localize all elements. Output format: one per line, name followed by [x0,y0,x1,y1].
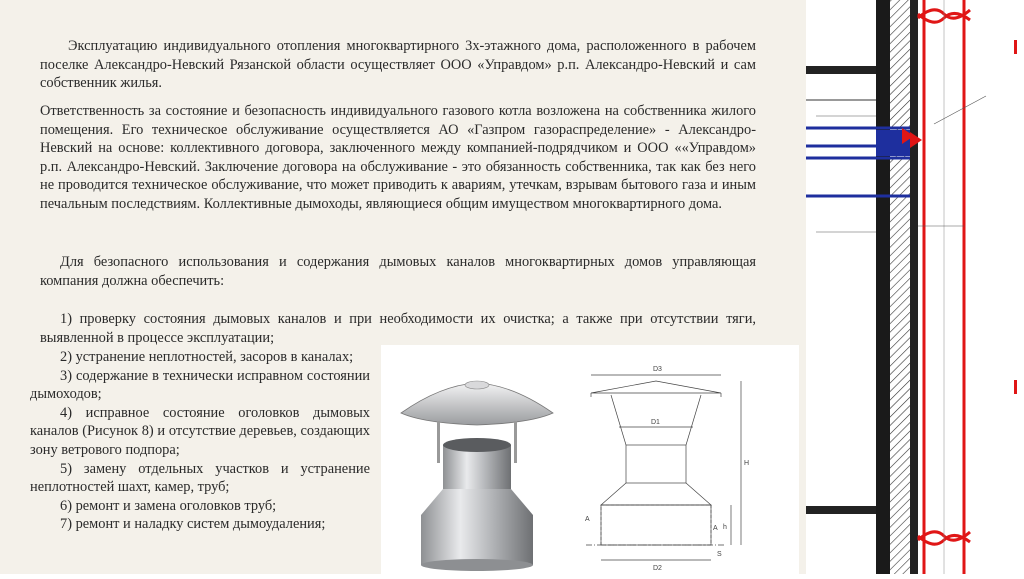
chimney-cap-drawing [581,345,799,574]
paragraph-requirements: Для безопасного использования и содержания дымовых каналов многоквартирных домов управляющая компания должна обеспечить: [40,254,756,289]
label-a-left: A [585,516,590,523]
wall-pipe-drawing [806,0,1024,574]
list-item-6: 6) ремонт и замена оголовков труб; [60,497,277,514]
paragraph-responsibility: Ответственность за состояние и безопасность индивидуального газового котла возложена на собственника жилого помещения. Его техническое обслуживание осуществляется АО «Газпром газораспределение» - Александро-Невский на основе: коллективного договора, заключенного между компанией-подрядчиком и ООО ««Управдом» р.п. Александро-Невский. Заключение договора на обслуживание - это обязанность собственника, так как без него не проводится техническое обслуживание, что может приводить к авариям, утечкам, взрывам бытового газа и иным печальным последствиям. Коллективные дымоходы, являющиеся общим имуществом многоквартирного дома. [40,103,756,212]
requirements-list [30,348,370,534]
pipe-drawing-panel [806,0,1024,574]
figure-chimney-cap [381,345,799,574]
list-item-1: 1) проверку состояния дымовых каналов и при необходимости их очистка; а также при отсутствии тяги, выявленной в процессе эксплуатации; [40,311,756,346]
label-h-small: h [723,524,727,531]
label-h: H [744,460,750,467]
list-item-7: 7) ремонт и наладку систем дымоудаления; [60,516,326,533]
label-s: S [717,551,722,558]
label-d1: D1 [651,419,660,426]
label-a-right: A [713,525,718,532]
paragraph-operation: Эксплуатацию индивидуального отопления многоквартирного 3х-этажного дома, расположенного в рабочем поселке Александро-Невский Рязанской области осуществляет ООО «Управдом» р.п. Александро-Невский и сам собственник жилья. [40,38,756,92]
list-item-2: 2) устранение неплотностей, засоров в каналах; [60,349,354,365]
list-item-4: 4) исправное состояние оголовков дымовых каналов (Рисунок 8) и отсутствие деревьев, создающих зону ветрового подпора; [30,404,370,458]
label-d3: D3 [653,366,662,373]
label-d2: D2 [653,565,662,572]
list-item-5: 5) замену отдельных участков и устранение неплотностей шахт, камер, труб; [30,460,370,496]
list-item-3: 3) содержание в технически исправном состоянии дымоходов; [30,367,370,403]
chimney-cap-render [381,345,581,574]
